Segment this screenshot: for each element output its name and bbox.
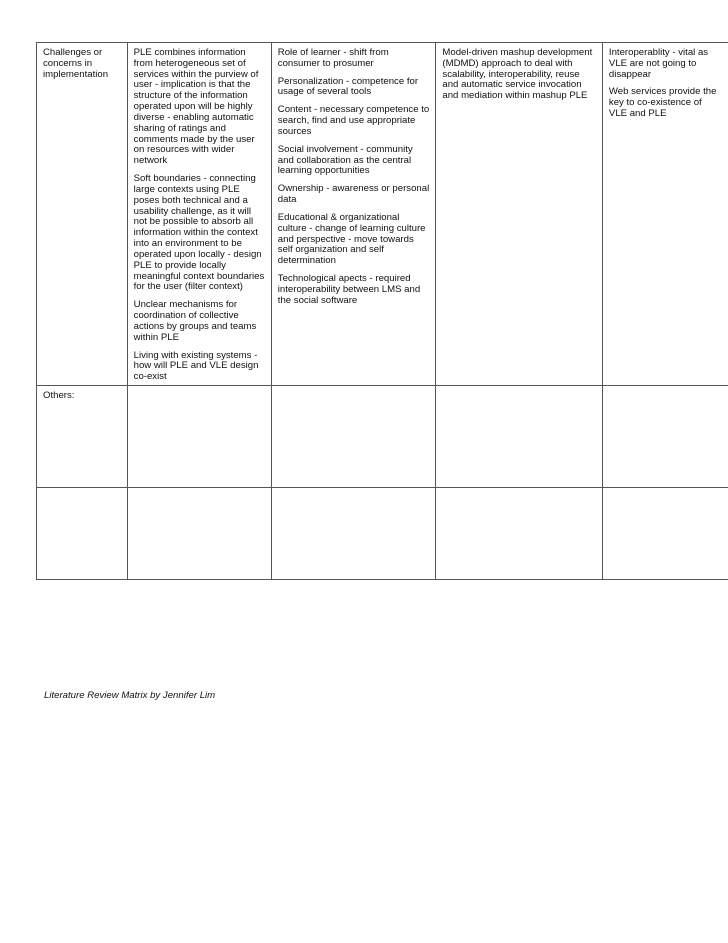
cell-paragraph: Unclear mechanisms for coordination of collective actions by groups and teams within PLE <box>133 299 257 343</box>
cell-paragraph: Educational & organizational culture - change of learning culture and perspective - move towards self organization and self determination <box>277 211 426 267</box>
row-label: Challenges or concerns in implementation <box>43 47 109 80</box>
row-label-cell <box>37 488 128 580</box>
matrix-row-challenges <box>37 43 728 386</box>
cell-paragraph: PLE combines information from heterogeneous set of services within the purview of user - implication is that the structure of the information operated upon will be highly diverse - enabling automatic sharing of ratings and comments made by the user on resources with wider network <box>133 47 259 167</box>
row-label-cell <box>37 43 128 386</box>
matrix-cell <box>436 43 603 386</box>
matrix-cell <box>127 43 271 386</box>
matrix-row-others <box>37 386 728 488</box>
cell-paragraph: Interoperablity - vital as VLE are not going to disappear <box>608 47 709 80</box>
cell-paragraph: Social involvement - community and collaboration as the central learning opportunities <box>277 143 413 177</box>
matrix-cell <box>602 386 728 488</box>
cell-paragraph: Model-driven mashup development (MDMD) approach to deal with scalability, interoperability, reuse and automatic service invocation and mediation within mashup PLE <box>442 47 593 102</box>
cell-paragraph: Personalization - competence for usage of several tools <box>277 75 419 98</box>
literature-review-matrix <box>36 42 728 580</box>
cell-paragraph: Soft boundaries - connecting large contexts using PLE poses both technical and a usability challenge, as it will not be possible to absorb all information within the context into an environment to be operated upon locally - design PLE to provide locally meaningful context boundaries for the user (filter context) <box>133 173 265 293</box>
matrix-cell <box>602 43 728 386</box>
row-label-cell <box>37 386 128 488</box>
footer-credit: Literature Review Matrix by Jennifer Lim <box>44 690 216 701</box>
cell-paragraph: Technological apects - required interoperability between LMS and the social software <box>277 273 421 306</box>
cell-paragraph: Living with existing systems - how will PLE and VLE design co-exist <box>133 349 259 383</box>
matrix-cell <box>602 488 728 580</box>
matrix-cell <box>127 488 271 580</box>
matrix-cell <box>436 386 603 488</box>
cell-paragraph: Content - necessary competence to search, find and use appropriate sources <box>277 104 430 137</box>
cell-paragraph: Ownership - awareness or personal data <box>277 183 430 206</box>
row-label: Others: <box>43 390 75 402</box>
matrix-cell <box>271 386 436 488</box>
matrix-cell <box>127 386 271 488</box>
matrix-row-blank <box>37 488 728 580</box>
matrix-cell <box>271 43 436 386</box>
matrix-cell <box>436 488 603 580</box>
cell-paragraph: Role of learner - shift from consumer to prosumer <box>277 47 389 69</box>
matrix-cell <box>271 488 436 580</box>
cell-paragraph: Web services provide the key to co-existence of VLE and PLE <box>608 86 717 120</box>
